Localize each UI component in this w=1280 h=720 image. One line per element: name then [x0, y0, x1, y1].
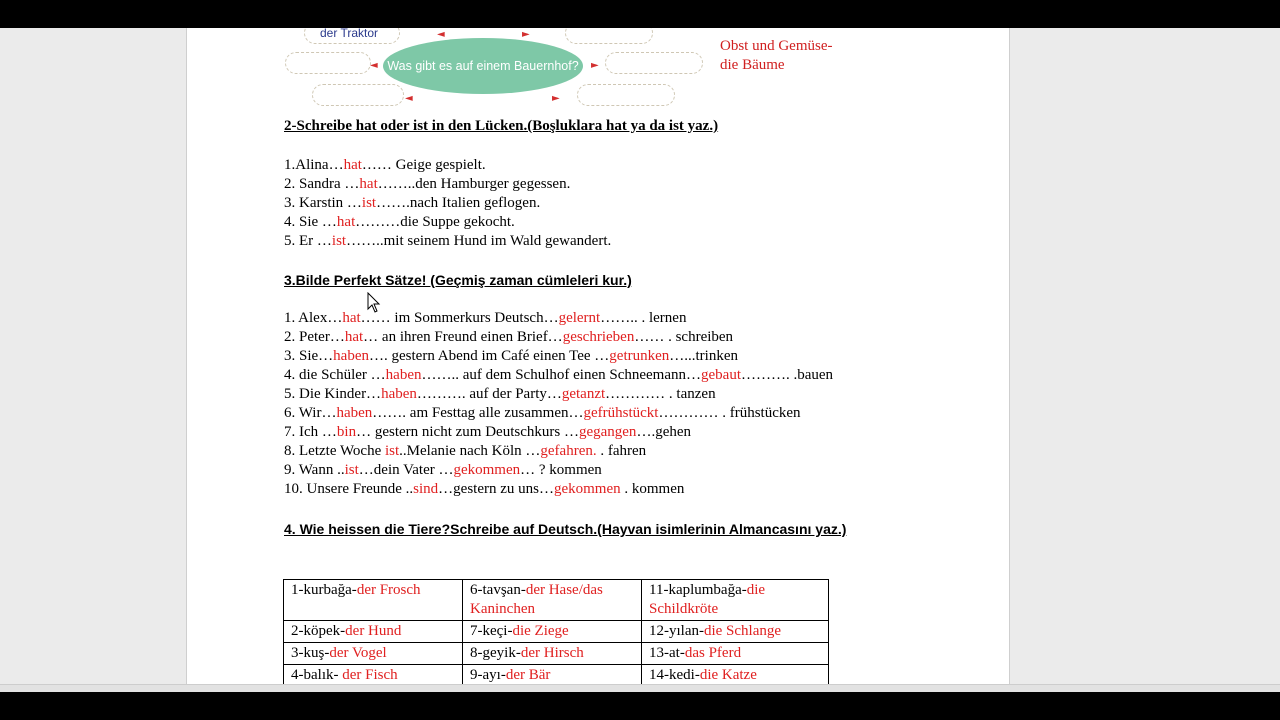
table-cell: 8-geyik-der Hirsch	[463, 643, 642, 665]
table-row	[284, 665, 829, 685]
exercise-line: 6. Wir…haben……. am Festtag alle zusammen…gefrühstückt………… . frühstücken	[284, 405, 801, 421]
exercise-line: 4. die Schüler …haben…….. auf dem Schulhof einen Schneemann…gebaut………. .bauen	[284, 367, 834, 383]
exercise-line: 9. Wann ..ist…dein Vater …gekommen… ? kommen	[284, 462, 602, 478]
mindmap-red-notes	[720, 28, 833, 75]
arrow-icon: ►	[552, 93, 560, 104]
mindmap-center-text: Was gibt es auf einem Bauernhof?	[387, 59, 579, 73]
mindmap-tractor-label: der Traktor	[320, 28, 379, 40]
worksheet-page	[186, 28, 1010, 684]
arrow-icon: ►	[591, 60, 599, 71]
arrow-icon: ◄	[437, 29, 445, 40]
status-bar	[0, 684, 1280, 692]
mindmap-cloud	[577, 84, 675, 106]
arrow-icon: ►	[522, 29, 530, 40]
exercise-line: 5. Die Kinder…haben………. auf der Party…getanzt………… . tanzen	[284, 386, 716, 402]
table-cell: 9-ayı-der Bär	[463, 665, 642, 685]
document-viewer[interactable]	[0, 28, 1280, 692]
mindmap-center-bubble	[383, 38, 583, 94]
exercise-line: 1.Alina…hat…… Geige gespielt.	[284, 157, 486, 173]
mouse-cursor-icon	[367, 292, 381, 314]
table-cell: 13-at-das Pferd	[642, 643, 829, 665]
table-cell: 7-keçi-die Ziege	[463, 621, 642, 643]
table-cell: 12-yılan-die Schlange	[642, 621, 829, 643]
video-top-band	[0, 0, 1280, 28]
table-cell: 6-tavşan-der Hase/das Kaninchen	[463, 580, 642, 621]
arrow-icon: ◄	[405, 93, 413, 104]
mindmap-cloud	[285, 52, 371, 74]
table-cell: 11-kaplumbağa-die Schildkröte	[642, 580, 829, 621]
table-row	[284, 643, 829, 665]
mindmap-cloud	[565, 28, 653, 44]
exercise-line: 7. Ich …bin… gestern nicht zum Deutschkurs …gegangen….gehen	[284, 424, 692, 440]
exercise-line: 2. Peter…hat… an ihren Freund einen Brief…geschrieben…… . schreiben	[284, 329, 734, 345]
exercise-line: 5. Er …ist……..mit seinem Hund im Wald gewandert.	[284, 233, 612, 249]
exercise-line: 1. Alex…hat…… im Sommerkurs Deutsch…gelernt…….. . lernen	[284, 310, 687, 326]
animals-table	[283, 579, 829, 684]
section2-heading: 2-Schreibe hat oder ist in den Lücken.(Boşluklara hat ya da ist yaz.)	[284, 118, 719, 134]
table-row	[284, 621, 829, 643]
red-note: die Bäume	[720, 57, 785, 73]
table-cell: 4-balık- der Fisch	[284, 665, 463, 685]
mindmap-cloud	[312, 84, 404, 106]
table-cell: 2-köpek-der Hund	[284, 621, 463, 643]
exercise-line: 10. Unsere Freunde ..sind…gestern zu uns…gekommen . kommen	[284, 481, 685, 497]
section3-lines	[284, 309, 833, 499]
mindmap-cloud	[605, 52, 703, 74]
exercise-line: 4. Sie …hat………die Suppe gekocht.	[284, 214, 515, 230]
table-cell: 14-kedi-die Katze	[642, 665, 829, 685]
table-cell: 3-kuş-der Vogel	[284, 643, 463, 665]
section2-lines	[284, 156, 611, 251]
table-row	[284, 580, 829, 621]
exercise-line: 8. Letzte Woche ist..Melanie nach Köln …gefahren. . fahren	[284, 443, 647, 459]
red-note: Obst und Gemüse-	[720, 38, 833, 54]
exercise-line: 2. Sandra …hat……..den Hamburger gegessen.	[284, 176, 571, 192]
exercise-line: 3. Karstin …ist…….nach Italien geflogen.	[284, 195, 541, 211]
exercise-line: 3. Sie…haben…. gestern Abend im Café einen Tee …getrunken…...trinken	[284, 348, 739, 364]
video-bottom-band	[0, 692, 1280, 720]
arrow-icon: ◄	[370, 60, 378, 71]
section3-heading: 3.Bilde Perfekt Sätze! (Geçmiş zaman cümleleri kur.)	[284, 272, 632, 288]
section4-heading: 4. Wie heissen die Tiere?Schreibe auf Deutsch.(Hayvan isimlerinin Almancasını yaz.)	[284, 521, 847, 537]
table-cell: 1-kurbağa-der Frosch	[284, 580, 463, 621]
